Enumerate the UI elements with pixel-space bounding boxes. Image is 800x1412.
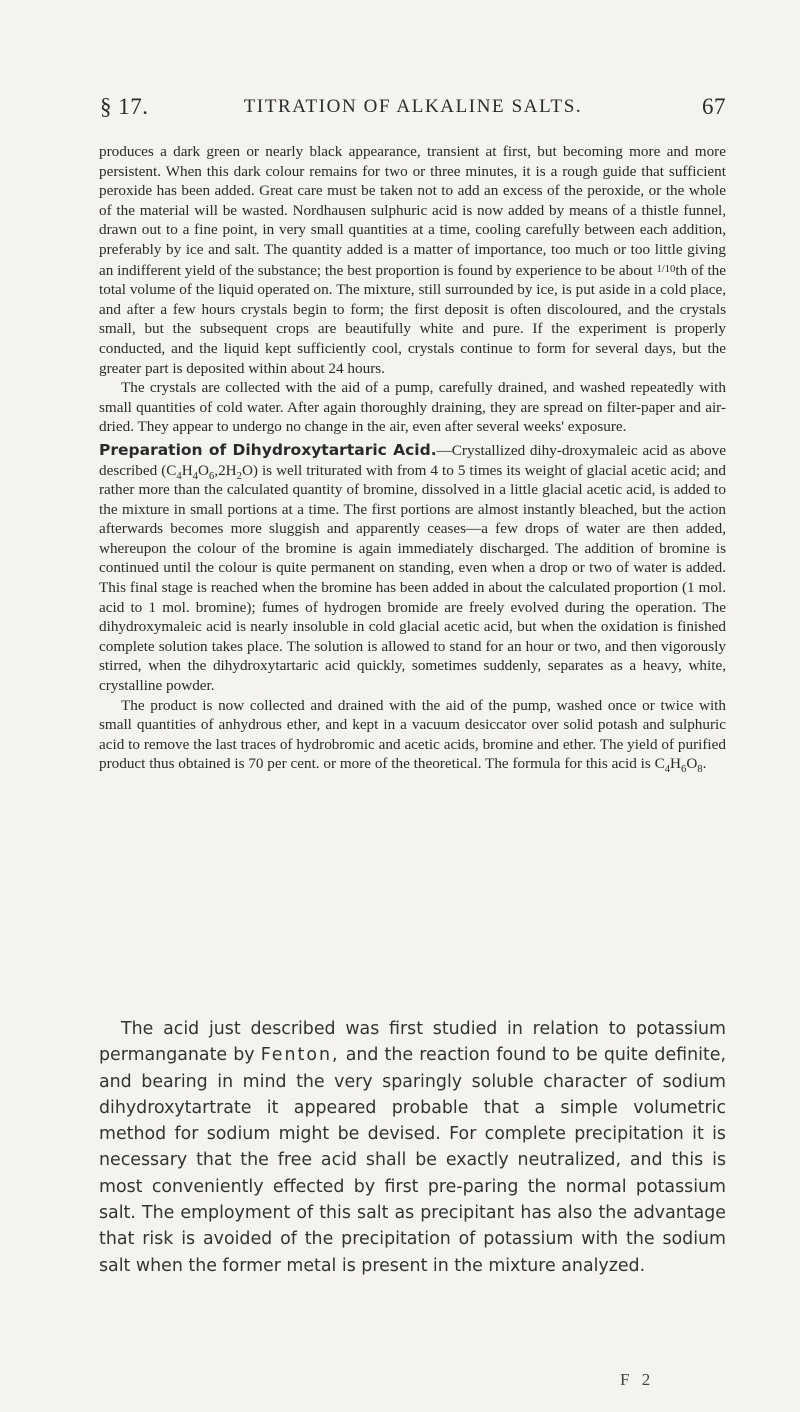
- paragraph-product: The product is now collected and drained with the aid of the pump, washed once or twice with small quantities of anhydrous ether, and kept in a vacuum desiccator over solid potash and sulphuric acid to remove the last traces of hydrobromic and acetic acids, bromine and ether. The yield of purified product thus obtained is 70 per cent. or more of the theoretical. The formula for this acid is $C_4H_6O_8$.: [99, 696, 726, 776]
- large-print-block: [99, 1016, 726, 1279]
- chapter-title: TITRATION OF ALKALINE SALTS.: [243, 96, 583, 117]
- paragraph-crystallization: produces a dark green or nearly black appearance, transient at first, but becoming more and more persistent. When this dark colour remains for two or three minutes, it is a rough guide that sufficient peroxide has been added. Great care must be taken not to add an excess of the peroxide, or the whole of the material will be wasted. Nordhausen sulphuric acid is now added by means of a thistle funnel, drawn out to a fine point, in very small quantities at a time, cooling carefully between each addition, preferably by ice and salt. The quantity added is a matter of importance, too much or too little giving an indifferent yield of the substance; the best proportion is found by experience to be about 1/10th of the total volume of the liquid operated on. The mixture, still surrounded by ice, is put aside in a cold place, and after a few hours crystals begin to form; the first deposit is often discoloured, and the crystals small, but the subsequent crops are beautifully white and pure. If the experiment is properly conducted, and the liquid kept sufficiently cool, crystals continue to form for several days, but the greater part is deposited within about 24 hours.: [99, 143, 726, 377]
- small-print-block: [99, 142, 726, 774]
- author-name: Fenton,: [260, 1045, 340, 1066]
- fraction: 1/10: [656, 263, 676, 275]
- paragraph-collection: The crystals are collected with the aid of a pump, carefully drained, and washed repeatedly with small quantities of cold water. After again thoroughly draining, they are spread on filter-paper and air-dried. They appear to undergo no change in the air, even after several weeks' exposure.: [99, 379, 726, 436]
- running-head: [100, 94, 726, 134]
- paragraph-preparation: Preparation of Dihydroxytartaric Acid.—Crystallized dihy-droxymaleic acid as above described $(C_4H_4O_6,2H_2O)$ is well triturated with from 4 to 5 times its weight of glacial acetic acid; and rather more than the calculated quantity of bromine, dissolved in a little glacial acetic acid, is added to the mixture in small portions at a time. The first portions are almost instantly bleached, but the action afterwards becomes more sluggish and apparently ceases—a few drops of water are then added, whereupon the colour of the bromine is again immediately discharged. The addition of bromine is continued until the colour is quite permanent on standing, even when a drop or two of water is added. This final stage is reached when the bromine has been added in about the calculated proportion (1 mol. acid to 1 mol. bromine); fumes of hydrogen bromide are freely evolved during the operation. The dihydroxymaleic acid is nearly insoluble in cold glacial acetic acid, but when the oxidation is finished complete solution takes place. The solution is allowed to stand for an hour or two, and then vigorously stirred, when the dihydroxytartaric acid quickly, sometimes suddenly, separates as a heavy, white, crystalline powder.: [99, 440, 727, 695]
- page-number: 67: [702, 94, 726, 119]
- section-number: § 17.: [100, 94, 149, 119]
- preparation-heading: Preparation of Dihydroxytartaric Acid.: [99, 440, 437, 459]
- paragraph-method: The acid just described was first studied in relation to potassium permanganate by Fenton, and the reaction found to be quite definite, and bearing in mind the very sparingly soluble character of sodium dihydroxytartrate it appeared probable that a simple volumetric method for sodium might be devised. For complete precipitation it is necessary that the free acid shall be exactly neutralized, and this is most conveniently effected by first pre-paring the normal potassium salt. The employment of this salt as precipitant has also the advantage that risk is avoided of the precipitation of potassium with the sodium salt when the former metal is present in the mixture analyzed.: [99, 1019, 727, 1276]
- signature-mark: F 2: [620, 1370, 655, 1389]
